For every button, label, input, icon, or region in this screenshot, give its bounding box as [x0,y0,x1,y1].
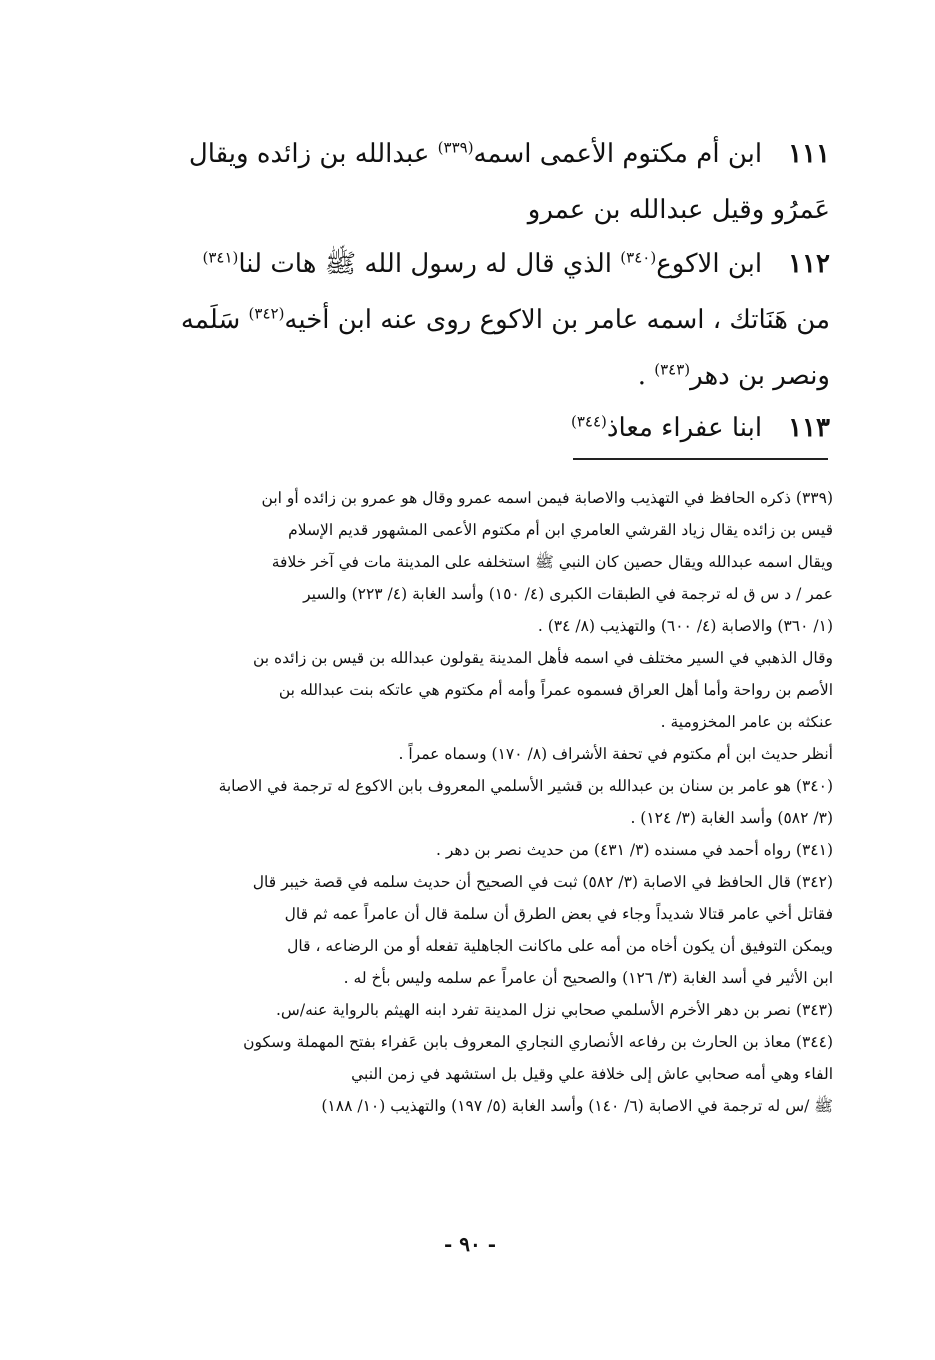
footnote-line: ﷺ /س له ترجمة في الاصابة (٦/ ١٤٠) وأسد الغابة (٥/ ١٩٧) والتهذيب (١٠/ ١٨٨) [321,1097,833,1115]
entry-text: ابنا عفراء معاذ [606,413,763,443]
entry-text: من هَنَاتك ، اسمه عامر بن الاكوع روى عنه ابن أخيه [284,305,830,335]
entry-number: ١١١ [788,139,830,169]
footnote-339 [130,482,833,770]
footnote-341 [130,834,833,866]
footnote-line: (٣٤٢) قال الحافظ في الاصابة (٣/ ٥٨٢) ثبت في الصحيح أن حديث سلمه في قصة خيبر قال [252,873,833,891]
footnote-340 [130,770,833,834]
footnote-ref: (٣٤١) [202,248,239,267]
entry-112 [120,236,830,404]
entry-line [120,126,830,182]
footnote-line: (٣٤٠) هو عامر بن سنان بن عبدالله بن قشير الأسلمي المعروف بابن الاكوع له ترجمة في الاصابة [218,777,833,795]
footnote-line: (٣٣٩) ذكره الحافظ في التهذيب والاصابة فيمن اسمه عمرو وقال هو عمرو بن زائده أو ابن [261,489,833,507]
footnote-ref: (٣٤٢) [248,304,285,323]
footnote-separator [573,458,828,460]
entry-text: ونصر بن دهر [690,361,830,391]
footnote-line: وقال الذهبي في السير مختلف في اسمه فأهل المدينة يقولون عبدالله بن قيس بن زائده بن [252,649,833,667]
footnote-line: (١/ ٣٦٠) والاصابة (٤/ ٦٠٠) والتهذيب (٨/ ٣٤) . [537,617,833,635]
footnote-line: (٣٤١) رواه أحمد في مسنده (٣/ ٤٣١) من حديث نصر بن دهر . [436,841,833,859]
footnote-line: فقاتل أخي عامر قتالا شديداً وجاء في بعض الطرق أن سلمة قال أن عامراً عمه ثم قال [284,905,833,923]
entry-113 [120,400,830,456]
footnote-line: ابن الأثير في أسد الغابة (٣/ ١٢٦) والصحيح أن عامراً عم سلمه وليس بأخ له . [343,969,833,987]
footnote-line: (٣٤٣) نصر بن دهر الأخرم الأسلمي صحابي نزل المدينة تفرد ابنه الهيثم بالرواية عنه/س. [276,1001,833,1019]
footnote-line: الأصم بن رواحة وأما أهل العراق فسموه عمراً وأمه أم مكتوم هي عاتكه بنت عبدالله بن [278,681,833,699]
entry-text: ابن الاكوع [656,249,763,279]
entry-line [120,236,830,292]
entry-number: ١١٢ [788,249,830,279]
entry-text: . [637,361,655,391]
entry-text: ابن أم مكتوم الأعمى اسمه [473,139,763,169]
footnote-line: أنظر حديث ابن أم مكتوم في تحفة الأشراف (٨/ ١٧٠) وسماه عمراً . [398,745,833,763]
entry-number: ١١٣ [788,413,830,443]
footnote-343 [130,994,833,1026]
entry-text: عَمرُو وقيل عبدالله بن عمرو [527,195,830,225]
entry-line [120,182,830,238]
footnote-line: الفاء وهي أمه صحابي عاش إلى خلافة علي وقيل بل استشهد في زمن النبي [351,1065,833,1083]
footnote-line: ويمكن التوفيق أن يكون أخاه من أمه على ماكانت الجاهلية تفعله أو من الرضاعه ، قال [287,937,833,955]
entry-line [120,400,830,456]
footnotes [130,482,833,1122]
entry-line [120,348,830,404]
footnote-342 [130,866,833,994]
entry-111 [120,126,830,238]
entry-text: عبدالله بن زائده ويقال [188,139,438,169]
entry-text: الذي قال له رسول الله ﷺ هات لنا [238,249,621,279]
footnote-ref: (٣٣٩) [437,138,474,157]
footnote-line: عنكثه بن عامر المخزومية . [660,713,833,731]
footnote-line: (٣/ ٥٨٢) وأسد الغابة (٣/ ١٢٤) . [630,809,833,827]
footnote-line: ويقال اسمه عبدالله ويقال حصين كان النبي ﷺ استخلفه على المدينة مات في آخر خلافة [271,553,833,571]
page-number: - ٩٠ - [443,1232,496,1256]
entry-text: سَلَمه [180,305,249,335]
entry-line [120,292,830,348]
footnote-line: (٣٤٤) معاذ بن الحارث بن رفاعه الأنصاري النجاري المعروف بابن عَفراء بفتح المهملة وسكون [243,1033,833,1051]
footnote-ref: (٣٤٠) [620,248,657,267]
footnote-344 [130,1026,833,1122]
footnote-ref: (٣٤٣) [654,360,691,379]
footnote-ref: (٣٤٤) [571,412,607,431]
footnote-line: عمر / د س ق له ترجمة في الطبقات الكبرى (٤/ ١٥٠) وأسد الغابة (٤/ ٢٢٣) والسير [303,585,833,603]
footnote-line: قيس بن زائده يقال زياد القرشي العامري ابن أم مكتوم الأعمى المشهور قديم الإسلام [288,521,833,539]
